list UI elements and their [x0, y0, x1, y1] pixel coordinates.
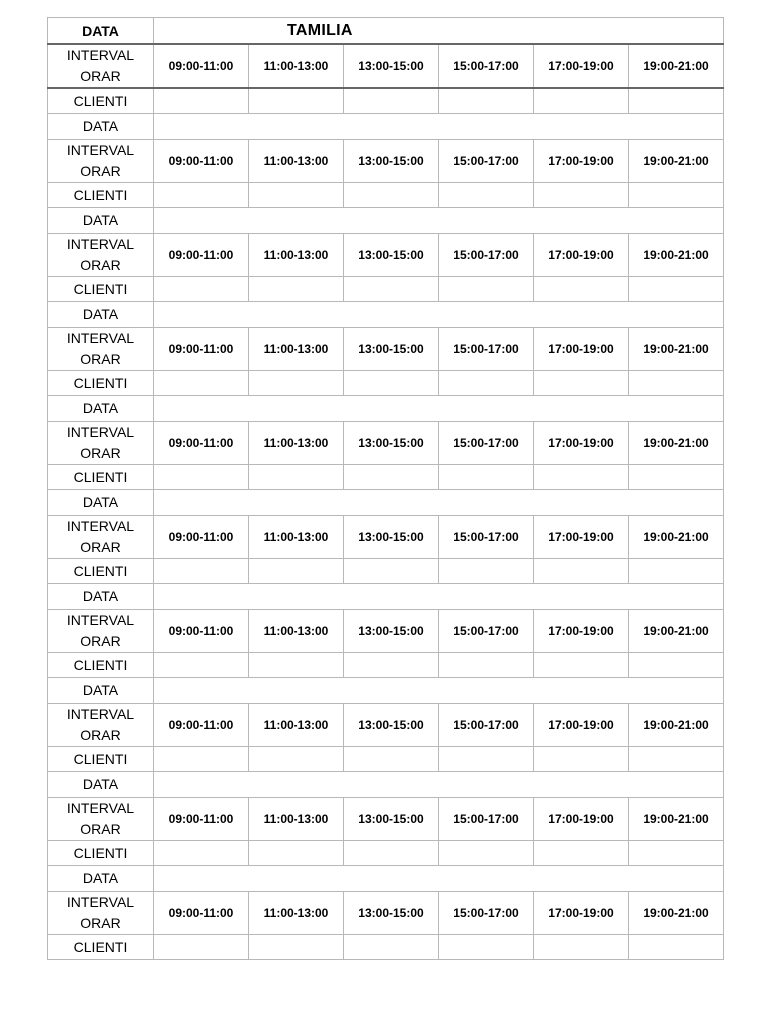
time-slot-cell: 09:00-11:00	[154, 44, 249, 88]
clienti-label: CLIENTI	[48, 935, 154, 960]
client-entry-cell[interactable]	[629, 88, 724, 114]
orar-label: ORAR	[80, 445, 121, 461]
interval-row	[48, 234, 724, 277]
time-slot-cell: 15:00-17:00	[439, 892, 534, 935]
client-entry-cell[interactable]	[154, 935, 249, 960]
client-entry-cell[interactable]	[629, 841, 724, 866]
client-entry-cell[interactable]	[154, 841, 249, 866]
time-slot-cell: 15:00-17:00	[439, 704, 534, 747]
time-slot-cell: 09:00-11:00	[154, 610, 249, 653]
interval-orar-label	[48, 892, 154, 935]
clienti-row	[48, 559, 724, 584]
client-entry-cell[interactable]	[344, 277, 439, 302]
client-entry-cell[interactable]	[534, 183, 629, 208]
interval-orar-label	[48, 798, 154, 841]
client-entry-cell[interactable]	[154, 371, 249, 396]
page-title: TAMILIA	[154, 18, 724, 45]
time-slot-cell: 19:00-21:00	[629, 610, 724, 653]
time-slot-cell: 11:00-13:00	[249, 422, 344, 465]
interval-row	[48, 422, 724, 465]
client-entry-cell[interactable]	[439, 841, 534, 866]
clienti-row	[48, 935, 724, 960]
time-slot-cell: 11:00-13:00	[249, 610, 344, 653]
schedule-body	[48, 18, 724, 960]
client-entry-cell[interactable]	[629, 371, 724, 396]
time-slot-cell: 15:00-17:00	[439, 234, 534, 277]
data-label: DATA	[48, 208, 154, 234]
orar-label: ORAR	[80, 633, 121, 649]
time-slot-cell: 13:00-15:00	[344, 44, 439, 88]
interval-label: INTERVAL	[66, 236, 135, 252]
clienti-label: CLIENTI	[48, 277, 154, 302]
time-slot-cell: 17:00-19:00	[534, 610, 629, 653]
time-slot-cell: 11:00-13:00	[249, 892, 344, 935]
date-row	[48, 302, 724, 328]
interval-label: INTERVAL	[66, 612, 135, 628]
client-entry-cell[interactable]	[249, 653, 344, 678]
time-slot-cell: 17:00-19:00	[534, 516, 629, 559]
time-slot-cell: 19:00-21:00	[629, 328, 724, 371]
client-entry-cell[interactable]	[344, 559, 439, 584]
client-entry-cell[interactable]	[534, 559, 629, 584]
time-slot-cell: 17:00-19:00	[534, 140, 629, 183]
time-slot-cell: 09:00-11:00	[154, 798, 249, 841]
date-row	[48, 678, 724, 704]
time-slot-cell: 11:00-13:00	[249, 516, 344, 559]
date-value-cell[interactable]	[154, 678, 724, 704]
date-row	[48, 114, 724, 140]
time-slot-cell: 15:00-17:00	[439, 516, 534, 559]
client-entry-cell[interactable]	[249, 277, 344, 302]
interval-label: INTERVAL	[66, 330, 135, 346]
time-slot-cell: 19:00-21:00	[629, 516, 724, 559]
time-slot-cell: 09:00-11:00	[154, 704, 249, 747]
time-slot-cell: 13:00-15:00	[344, 422, 439, 465]
time-slot-cell: 19:00-21:00	[629, 140, 724, 183]
interval-row	[48, 798, 724, 841]
clienti-row	[48, 183, 724, 208]
interval-orar-label	[48, 140, 154, 183]
client-entry-cell[interactable]	[534, 653, 629, 678]
time-slot-cell: 15:00-17:00	[439, 798, 534, 841]
time-slot-cell: 15:00-17:00	[439, 140, 534, 183]
interval-label: INTERVAL	[66, 47, 135, 63]
date-value-cell[interactable]	[154, 490, 724, 516]
date-value-cell[interactable]	[154, 302, 724, 328]
interval-label: INTERVAL	[66, 142, 135, 158]
client-entry-cell[interactable]	[154, 465, 249, 490]
client-entry-cell[interactable]	[439, 183, 534, 208]
clienti-row	[48, 277, 724, 302]
clienti-label: CLIENTI	[48, 371, 154, 396]
client-entry-cell[interactable]	[249, 465, 344, 490]
date-row	[48, 208, 724, 234]
clienti-row	[48, 88, 724, 114]
client-entry-cell[interactable]	[154, 277, 249, 302]
client-entry-cell[interactable]	[344, 935, 439, 960]
client-entry-cell[interactable]	[344, 747, 439, 772]
data-label: DATA	[48, 866, 154, 892]
orar-label: ORAR	[80, 68, 121, 84]
interval-row	[48, 328, 724, 371]
time-slot-cell: 17:00-19:00	[534, 892, 629, 935]
client-entry-cell[interactable]	[439, 277, 534, 302]
client-entry-cell[interactable]	[439, 653, 534, 678]
client-entry-cell[interactable]	[249, 371, 344, 396]
client-entry-cell[interactable]	[439, 935, 534, 960]
header-row	[48, 18, 724, 45]
client-entry-cell[interactable]	[249, 841, 344, 866]
time-slot-cell: 11:00-13:00	[249, 140, 344, 183]
time-slot-cell: 19:00-21:00	[629, 704, 724, 747]
client-entry-cell[interactable]	[154, 183, 249, 208]
client-entry-cell[interactable]	[344, 653, 439, 678]
orar-label: ORAR	[80, 257, 121, 273]
time-slot-cell: 17:00-19:00	[534, 422, 629, 465]
interval-orar-label	[48, 704, 154, 747]
client-entry-cell[interactable]	[629, 277, 724, 302]
orar-label: ORAR	[80, 821, 121, 837]
time-slot-cell: 09:00-11:00	[154, 234, 249, 277]
client-entry-cell[interactable]	[439, 88, 534, 114]
client-entry-cell[interactable]	[629, 653, 724, 678]
date-value-cell[interactable]	[154, 114, 724, 140]
client-entry-cell[interactable]	[154, 88, 249, 114]
interval-orar-label	[48, 234, 154, 277]
client-entry-cell[interactable]	[534, 88, 629, 114]
time-slot-cell: 11:00-13:00	[249, 234, 344, 277]
data-label: DATA	[48, 678, 154, 704]
time-slot-cell: 15:00-17:00	[439, 328, 534, 371]
date-value-cell[interactable]	[154, 396, 724, 422]
interval-row	[48, 610, 724, 653]
date-row	[48, 866, 724, 892]
time-slot-cell: 17:00-19:00	[534, 704, 629, 747]
client-entry-cell[interactable]	[439, 465, 534, 490]
client-entry-cell[interactable]	[249, 747, 344, 772]
interval-orar-label	[48, 610, 154, 653]
interval-orar-label	[48, 422, 154, 465]
clienti-label: CLIENTI	[48, 653, 154, 678]
time-slot-cell: 19:00-21:00	[629, 422, 724, 465]
client-entry-cell[interactable]	[629, 559, 724, 584]
client-entry-cell[interactable]	[629, 465, 724, 490]
client-entry-cell[interactable]	[534, 371, 629, 396]
time-slot-cell: 11:00-13:00	[249, 798, 344, 841]
time-slot-cell: 15:00-17:00	[439, 610, 534, 653]
date-row	[48, 772, 724, 798]
interval-label: INTERVAL	[66, 894, 135, 910]
orar-label: ORAR	[80, 915, 121, 931]
date-row	[48, 584, 724, 610]
clienti-label: CLIENTI	[48, 747, 154, 772]
client-entry-cell[interactable]	[154, 559, 249, 584]
interval-label: INTERVAL	[66, 518, 135, 534]
data-label: DATA	[48, 772, 154, 798]
time-slot-cell: 19:00-21:00	[629, 892, 724, 935]
time-slot-cell: 19:00-21:00	[629, 44, 724, 88]
client-entry-cell[interactable]	[344, 183, 439, 208]
interval-row	[48, 892, 724, 935]
interval-label: INTERVAL	[66, 424, 135, 440]
time-slot-cell: 13:00-15:00	[344, 234, 439, 277]
client-entry-cell[interactable]	[439, 559, 534, 584]
clienti-row	[48, 747, 724, 772]
clienti-row	[48, 371, 724, 396]
client-entry-cell[interactable]	[534, 841, 629, 866]
time-slot-cell: 17:00-19:00	[534, 234, 629, 277]
client-entry-cell[interactable]	[249, 183, 344, 208]
client-entry-cell[interactable]	[629, 747, 724, 772]
interval-row	[48, 140, 724, 183]
orar-label: ORAR	[80, 163, 121, 179]
time-slot-cell: 13:00-15:00	[344, 704, 439, 747]
time-slot-cell: 09:00-11:00	[154, 892, 249, 935]
date-value-cell[interactable]	[154, 772, 724, 798]
time-slot-cell: 13:00-15:00	[344, 140, 439, 183]
client-entry-cell[interactable]	[629, 935, 724, 960]
time-slot-cell: 13:00-15:00	[344, 328, 439, 371]
time-slot-cell: 13:00-15:00	[344, 892, 439, 935]
time-slot-cell: 17:00-19:00	[534, 328, 629, 371]
schedule-table	[47, 17, 724, 960]
clienti-row	[48, 841, 724, 866]
time-slot-cell: 17:00-19:00	[534, 798, 629, 841]
orar-label: ORAR	[80, 539, 121, 555]
time-slot-cell: 11:00-13:00	[249, 704, 344, 747]
client-entry-cell[interactable]	[344, 88, 439, 114]
time-slot-cell: 09:00-11:00	[154, 140, 249, 183]
time-slot-cell: 19:00-21:00	[629, 234, 724, 277]
orar-label: ORAR	[80, 727, 121, 743]
date-value-cell[interactable]	[154, 208, 724, 234]
client-entry-cell[interactable]	[249, 559, 344, 584]
interval-row	[48, 44, 724, 88]
interval-label: INTERVAL	[66, 800, 135, 816]
time-slot-cell: 19:00-21:00	[629, 798, 724, 841]
clienti-label: CLIENTI	[48, 88, 154, 114]
time-slot-cell: 11:00-13:00	[249, 328, 344, 371]
client-entry-cell[interactable]	[534, 747, 629, 772]
data-label: DATA	[48, 302, 154, 328]
time-slot-cell: 15:00-17:00	[439, 422, 534, 465]
time-slot-cell: 13:00-15:00	[344, 516, 439, 559]
clienti-row	[48, 653, 724, 678]
time-slot-cell: 11:00-13:00	[249, 44, 344, 88]
clienti-label: CLIENTI	[48, 183, 154, 208]
date-value-cell[interactable]	[154, 866, 724, 892]
clienti-label: CLIENTI	[48, 465, 154, 490]
clienti-label: CLIENTI	[48, 559, 154, 584]
time-slot-cell: 09:00-11:00	[154, 516, 249, 559]
interval-row	[48, 704, 724, 747]
interval-orar-label	[48, 44, 154, 88]
interval-orar-label	[48, 516, 154, 559]
date-value-cell[interactable]	[154, 584, 724, 610]
client-entry-cell[interactable]	[154, 747, 249, 772]
client-entry-cell[interactable]	[154, 653, 249, 678]
clienti-label: CLIENTI	[48, 841, 154, 866]
interval-label: INTERVAL	[66, 706, 135, 722]
client-entry-cell[interactable]	[344, 841, 439, 866]
time-slot-cell: 13:00-15:00	[344, 798, 439, 841]
client-entry-cell[interactable]	[249, 935, 344, 960]
time-slot-cell: 09:00-11:00	[154, 328, 249, 371]
data-label: DATA	[48, 584, 154, 610]
interval-orar-label	[48, 328, 154, 371]
data-label: DATA	[48, 114, 154, 140]
client-entry-cell[interactable]	[439, 371, 534, 396]
data-header-label: DATA	[48, 18, 154, 45]
time-slot-cell: 13:00-15:00	[344, 610, 439, 653]
date-row	[48, 490, 724, 516]
time-slot-cell: 09:00-11:00	[154, 422, 249, 465]
data-label: DATA	[48, 490, 154, 516]
data-label: DATA	[48, 396, 154, 422]
date-row	[48, 396, 724, 422]
time-slot-cell: 15:00-17:00	[439, 44, 534, 88]
client-entry-cell[interactable]	[534, 277, 629, 302]
client-entry-cell[interactable]	[629, 183, 724, 208]
client-entry-cell[interactable]	[534, 465, 629, 490]
client-entry-cell[interactable]	[439, 747, 534, 772]
client-entry-cell[interactable]	[249, 88, 344, 114]
client-entry-cell[interactable]	[344, 371, 439, 396]
client-entry-cell[interactable]	[534, 935, 629, 960]
time-slot-cell: 17:00-19:00	[534, 44, 629, 88]
clienti-row	[48, 465, 724, 490]
interval-row	[48, 516, 724, 559]
client-entry-cell[interactable]	[344, 465, 439, 490]
orar-label: ORAR	[80, 351, 121, 367]
